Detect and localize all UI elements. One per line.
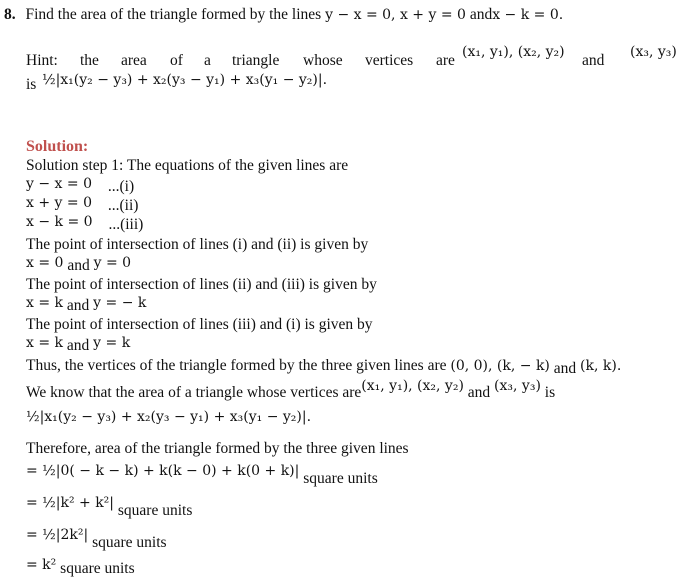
units-text: square units bbox=[117, 502, 193, 519]
and-word: and bbox=[467, 384, 491, 401]
hint-formula: ½|x₁(y₂ − y₃) + x₂(y₃ − y₁) + x₃(y₁ − y₂)|. bbox=[42, 72, 328, 88]
is-word: is bbox=[544, 384, 556, 401]
math: x = k bbox=[26, 335, 64, 351]
formula-intro-text: We know that the area of a triangle whose vertices are bbox=[26, 384, 362, 401]
and-word: and bbox=[67, 257, 90, 274]
formula-intro-line bbox=[26, 378, 556, 401]
hint-word: is bbox=[26, 76, 37, 93]
equation-math: x + y = 0 bbox=[26, 195, 92, 211]
hint-word: of bbox=[170, 52, 183, 69]
units-text: square units bbox=[92, 534, 167, 551]
question-eq2: x − k = 0. bbox=[492, 7, 564, 23]
calc-step-1 bbox=[26, 462, 378, 487]
vertices-line bbox=[26, 357, 621, 375]
units-text: square units bbox=[60, 560, 135, 577]
hint-word: the bbox=[80, 52, 99, 69]
and-word: and bbox=[66, 297, 90, 314]
math: (0, 0), (k, − k) bbox=[450, 358, 550, 374]
equation-math: x − k = 0 bbox=[26, 214, 93, 230]
equation-tag: ...(iii) bbox=[108, 216, 144, 233]
question-text: Find the area of the triangle formed by the lines bbox=[25, 6, 322, 23]
hint-word: vertices bbox=[365, 52, 414, 69]
and-word: and bbox=[66, 337, 90, 354]
intersection-1-result bbox=[26, 254, 131, 272]
area-formula: ½|x₁(y₂ − y₃) + x₂(y₃ − y₁) + x₃(y₁ − y₂)|. bbox=[26, 409, 312, 425]
hint-word: area bbox=[121, 52, 147, 69]
question-line bbox=[4, 6, 563, 24]
solution-heading: Solution: bbox=[26, 138, 89, 155]
intersection-1-text: The point of intersection of lines (i) and (ii) is given by bbox=[26, 236, 369, 253]
hint-word: and bbox=[582, 52, 605, 69]
math: (k, k). bbox=[580, 358, 622, 374]
question-and: and bbox=[469, 6, 493, 23]
math: y = k bbox=[93, 335, 131, 351]
math: = ½|2k²| bbox=[26, 527, 89, 543]
math: x = k bbox=[26, 295, 64, 311]
question-eq1: y − x = 0, x + y = 0 bbox=[325, 7, 466, 23]
math: = k² bbox=[26, 557, 57, 573]
hint-vertices-3: (x₃, y₃) bbox=[630, 44, 677, 60]
math: y = − k bbox=[93, 295, 147, 311]
equation-tag: ...(i) bbox=[107, 178, 135, 195]
vertices-text: Thus, the vertices of the triangle formed by the three given lines are bbox=[26, 357, 447, 374]
hint-word: are bbox=[436, 52, 455, 69]
equation-tag: ...(ii) bbox=[107, 197, 139, 214]
intersection-3-text: The point of intersection of lines (iii) and (i) is given by bbox=[26, 316, 373, 333]
hint-word: a bbox=[204, 52, 211, 69]
solution-step-1: Solution step 1: The equations of the given lines are bbox=[26, 157, 349, 174]
calc-step-2 bbox=[26, 494, 193, 519]
therefore-text: Therefore, area of the triangle formed by the three given lines bbox=[26, 440, 409, 457]
hint-vertices-12: (x₁, y₁), (x₂, y₂) bbox=[462, 44, 565, 60]
question-number: 8. bbox=[4, 6, 16, 23]
intersection-2-result bbox=[26, 294, 146, 312]
equation-row bbox=[26, 194, 138, 212]
intersection-3-result bbox=[26, 334, 130, 352]
math: x = 0 bbox=[26, 255, 64, 271]
math: y = 0 bbox=[93, 255, 132, 271]
equation-row bbox=[26, 213, 143, 231]
calc-step-3 bbox=[26, 526, 167, 551]
hint-word: whose bbox=[303, 52, 343, 69]
math: = ½|k² + k²| bbox=[26, 495, 115, 511]
math: (x₁, y₁), (x₂, y₂) bbox=[361, 378, 464, 394]
math: (x₃, y₃) bbox=[494, 378, 541, 394]
equation-row bbox=[26, 175, 134, 193]
intersection-2-text: The point of intersection of lines (ii) and (iii) is given by bbox=[26, 276, 377, 293]
equation-math: y − x = 0 bbox=[26, 176, 92, 192]
and-word: and bbox=[553, 360, 577, 377]
calc-step-4 bbox=[26, 556, 135, 577]
math: = ½|0( − k − k) + k(k − 0) + k(0 + k)| bbox=[26, 463, 300, 479]
hint-label: Hint: bbox=[26, 52, 58, 69]
hint-word: triangle bbox=[232, 52, 280, 69]
units-text: square units bbox=[303, 470, 378, 487]
